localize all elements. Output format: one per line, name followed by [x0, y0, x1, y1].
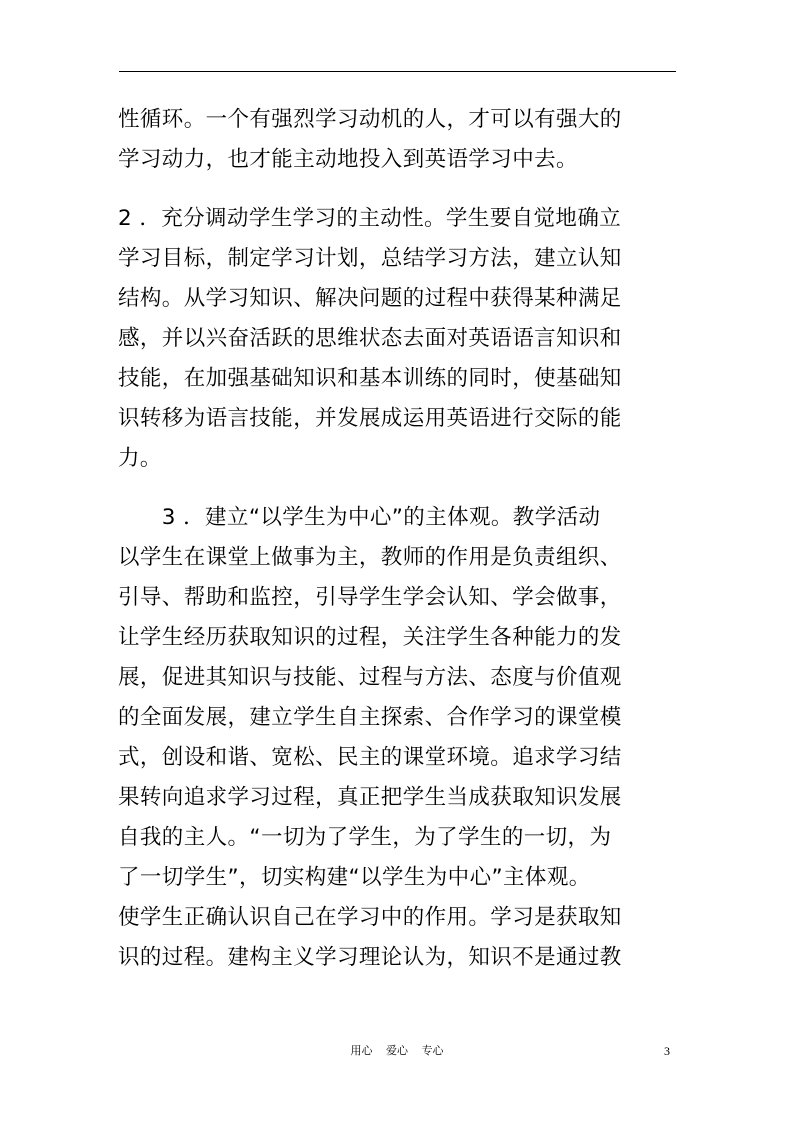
- text-line: 让学生经历获取知识的过程，关注学生各种能力的发: [118, 625, 622, 650]
- footer-motto: 用心 爱心 专心: [350, 1044, 444, 1057]
- text-line: 力。: [118, 446, 162, 471]
- body-text: [118, 100, 678, 978]
- text-line: 的全面发展，建立学生自主探索、合作学习的课堂模: [118, 705, 622, 730]
- text-line: 自我的主人。“一切为了学生，为了学生的一切，为: [118, 825, 612, 850]
- text-line: 式，创设和谐、宽松、民主的课堂环境。追求学习结: [118, 745, 622, 770]
- paragraph-3: [118, 498, 678, 978]
- text-line: 展，促进其知识与技能、过程与方法、态度与价值观: [118, 665, 622, 690]
- text-line: 了一切学生”，切实构建“以学生为中心”主体观。: [118, 865, 591, 890]
- page-number: 3: [664, 1044, 670, 1058]
- paragraph-gap: [118, 180, 678, 199]
- text-line: 2 ．充分调动学生学习的主动性。学生要自觉地确立: [118, 206, 622, 231]
- text-line: 学习动力，也才能主动地投入到英语学习中去。: [118, 147, 578, 172]
- text-line: 学习目标，制定学习计划，总结学习方法，建立认知: [118, 246, 622, 271]
- header-rule: [119, 71, 676, 72]
- text-line: 果转向追求学习过程，真正把学生当成获取知识发展: [118, 785, 622, 810]
- text-line: 以学生在课堂上做事为主，教师的作用是负责组织、: [118, 545, 622, 570]
- paragraph-1: [118, 100, 678, 180]
- text-line: 3 ．建立“以学生为中心”的主体观。教学活动: [118, 505, 601, 530]
- text-line: 引导、帮助和监控，引导学生学会认知、学会做事，: [118, 585, 622, 610]
- paragraph-2: [118, 199, 678, 479]
- text-line: 技能，在加强基础知识和基本训练的同时，使基础知: [118, 366, 622, 391]
- text-line: 识转移为语言技能，并发展成运用英语进行交际的能: [118, 406, 622, 431]
- text-line: 感，并以兴奋活跃的思维状态去面对英语语言知识和: [118, 326, 622, 351]
- text-line: 结构。从学习知识、解决问题的过程中获得某种满足: [118, 286, 622, 311]
- text-line: 性循环。一个有强烈学习动机的人，才可以有强大的: [118, 107, 622, 132]
- text-line: 使学生正确认识自己在学习中的作用。学习是获取知: [118, 905, 622, 930]
- paragraph-gap: [118, 479, 678, 498]
- text-line: 识的过程。建构主义学习理论认为，知识不是通过教: [118, 945, 622, 970]
